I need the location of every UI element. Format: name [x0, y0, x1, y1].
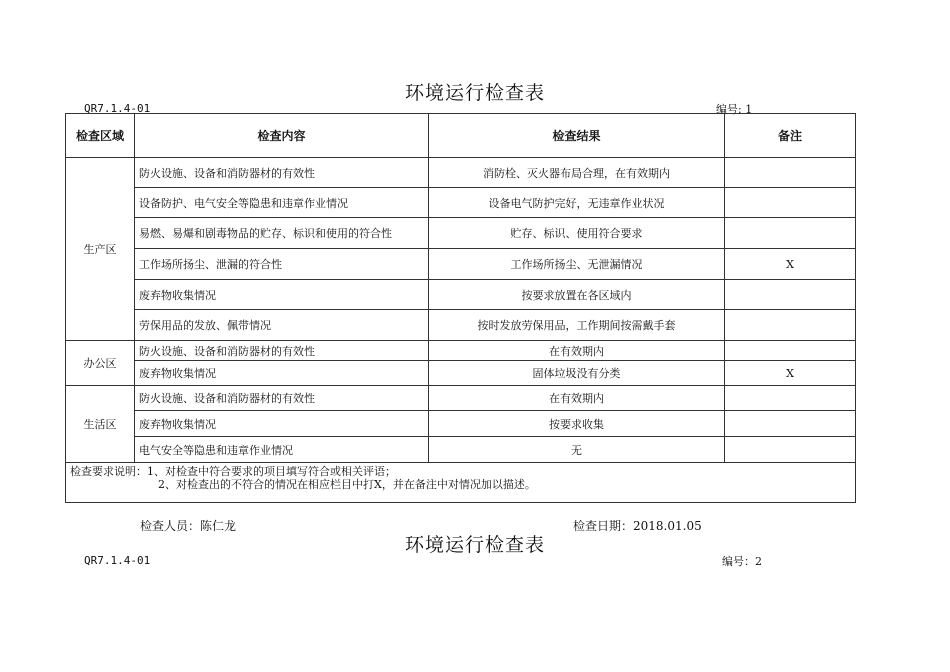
- table-row: [66, 411, 856, 437]
- row-content: 工作场所扬尘、泄漏的符合性: [135, 249, 429, 280]
- row-result: 贮存、标识、使用符合要求: [429, 218, 725, 249]
- table-row: [66, 280, 856, 310]
- area-production: 生产区: [66, 158, 135, 341]
- row-remark: [725, 218, 856, 249]
- inspection-table: [65, 113, 856, 503]
- sheet2-title: 环境运行检查表: [404, 534, 545, 556]
- row-result: 无: [429, 437, 725, 463]
- row-remark: X: [725, 249, 856, 280]
- row-remark: [725, 341, 856, 361]
- table-row: [66, 386, 856, 411]
- notes-line-1: 检查要求说明：1、对检查中符合要求的项目填写符合或相关评语；: [70, 465, 396, 478]
- row-remark: [725, 158, 856, 188]
- row-content: 电气安全等隐患和违章作业情况: [135, 437, 429, 463]
- header-content: 检查内容: [135, 114, 429, 158]
- header-area: 检查区域: [66, 114, 135, 158]
- row-remark: [725, 437, 856, 463]
- table-row: [66, 361, 856, 386]
- sheet2-form-number: 编号：2: [722, 555, 762, 568]
- table-row: [66, 310, 856, 341]
- row-remark: [725, 411, 856, 437]
- row-content: 防火设施、设备和消防器材的有效性: [135, 386, 429, 411]
- row-result: 固体垃圾没有分类: [429, 361, 725, 386]
- table-row: [66, 437, 856, 463]
- row-result: 按要求放置在各区域内: [429, 280, 725, 310]
- row-remark: X: [725, 361, 856, 386]
- notes-row: [66, 463, 856, 503]
- row-result: 工作场所扬尘、无泄漏情况: [429, 249, 725, 280]
- table-row: [66, 218, 856, 249]
- sheet1-form-number: 编号: 1: [716, 103, 753, 116]
- row-remark: [725, 310, 856, 341]
- inspection-date: 检查日期：2018.01.05: [573, 519, 702, 533]
- table-header-row: [66, 114, 856, 158]
- table-row: [66, 249, 856, 280]
- inspector-name: 检查人员：陈仁龙: [140, 519, 237, 533]
- row-remark: [725, 386, 856, 411]
- row-content: 设备防护、电气安全等隐患和违章作业情况: [135, 188, 429, 218]
- row-remark: [725, 188, 856, 218]
- sheet1-title: 环境运行检查表: [404, 82, 545, 104]
- row-content: 劳保用品的发放、佩带情况: [135, 310, 429, 341]
- sheet1-form-code: QR7.1.4-01: [84, 102, 151, 115]
- row-result: 设备电气防护完好，无违章作业状况: [429, 188, 725, 218]
- row-content: 防火设施、设备和消防器材的有效性: [135, 158, 429, 188]
- table-row: [66, 341, 856, 361]
- row-content: 防火设施、设备和消防器材的有效性: [135, 341, 429, 361]
- row-result: 按要求收集: [429, 411, 725, 437]
- row-result: 按时发放劳保用品，工作期间按需戴手套: [429, 310, 725, 341]
- header-remark: 备注: [725, 114, 856, 158]
- area-living: 生活区: [66, 386, 135, 463]
- notes-line-2: 2、对检查出的不符合的情况在相应栏目中打X，并在备注中对情况加以描述。: [158, 478, 536, 491]
- row-content: 废弃物收集情况: [135, 361, 429, 386]
- inspection-notes: [66, 463, 856, 503]
- row-content: 废弃物收集情况: [135, 280, 429, 310]
- table-row: [66, 158, 856, 188]
- row-content: 废弃物收集情况: [135, 411, 429, 437]
- row-result: 在有效期内: [429, 341, 725, 361]
- row-result: 在有效期内: [429, 386, 725, 411]
- sheet2-form-code: QR7.1.4-01: [84, 554, 151, 567]
- area-office: 办公区: [66, 341, 135, 386]
- header-result: 检查结果: [429, 114, 725, 158]
- row-result: 消防栓、灭火器布局合理，在有效期内: [429, 158, 725, 188]
- row-content: 易燃、易爆和剧毒物品的贮存、标识和使用的符合性: [135, 218, 429, 249]
- table-row: [66, 188, 856, 218]
- row-remark: [725, 280, 856, 310]
